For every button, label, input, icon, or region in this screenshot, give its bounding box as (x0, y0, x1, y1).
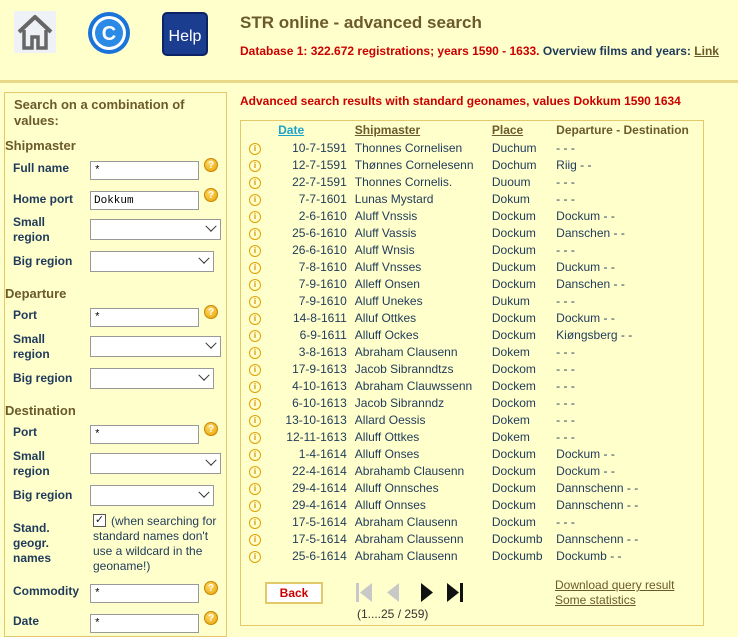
info-icon[interactable]: i (249, 398, 261, 410)
row-place: Dockum (491, 463, 536, 478)
commodity-help-icon[interactable]: ? (204, 581, 218, 595)
row-date: 10-7-1591 (292, 140, 347, 155)
row-shipmaster: Abraham Claussenn (354, 531, 464, 546)
info-icon[interactable]: i (249, 313, 261, 325)
row-shipmaster: Allard Oessis (354, 412, 426, 427)
row-date: 22-7-1591 (292, 174, 347, 189)
row-place: Dockum (491, 446, 536, 461)
info-icon[interactable]: i (249, 483, 261, 495)
row-date: 13-10-1613 (285, 412, 347, 427)
row-shipmaster: Aluff Vnssis (354, 208, 418, 223)
home-port-label: Home port (13, 192, 73, 206)
departure-small-region-select[interactable] (90, 336, 221, 357)
row-shipmaster: Aluff Unekes (354, 293, 423, 308)
info-cell (243, 292, 278, 309)
info-icon[interactable]: i (249, 364, 261, 376)
row-shipmaster: Lunas Mystard (354, 191, 434, 206)
info-icon[interactable]: i (249, 415, 261, 427)
chevron-down-icon (205, 338, 216, 349)
header-divider (0, 80, 738, 83)
info-icon[interactable]: i (249, 143, 261, 155)
overview-label: Overview films and years: (542, 44, 691, 58)
info-cell (243, 173, 278, 190)
row-place: Dockum (491, 242, 536, 257)
row-date: 7-9-1610 (298, 276, 347, 291)
info-icon[interactable]: i (249, 160, 261, 172)
table-row (243, 241, 703, 258)
info-cell (243, 547, 278, 564)
info-cell (243, 462, 278, 479)
row-destination: - - - (556, 140, 575, 155)
info-cell (243, 428, 278, 445)
search-panel (4, 92, 227, 637)
row-place: Duoum (491, 174, 531, 189)
row-shipmaster: Aluff Vnsses (354, 259, 422, 274)
table-header-row (243, 121, 703, 139)
info-icon[interactable]: i (249, 551, 261, 563)
row-place: Dockumb (491, 531, 543, 546)
back-button[interactable]: Back (265, 582, 323, 604)
row-date: 12-7-1591 (292, 157, 347, 172)
info-icon[interactable]: i (249, 279, 261, 291)
help-label: Help (168, 28, 202, 45)
row-date: 6-10-1613 (292, 395, 347, 410)
departure-small-region-label: Small region (13, 332, 50, 361)
departure-port-input[interactable] (90, 308, 199, 327)
ship-small-region-label: Small region (13, 215, 50, 244)
table-row (243, 479, 703, 496)
row-destination: - - - (556, 412, 575, 427)
destination-big-region-label: Big region (13, 488, 73, 502)
download-query-link[interactable]: Download query result (555, 578, 675, 592)
row-destination: Danschen - - (556, 225, 625, 240)
row-place: Dockum (491, 208, 536, 223)
page-info: (1....25 / 259) (357, 607, 429, 621)
info-cell (243, 496, 278, 513)
ship-small-region-select[interactable] (90, 219, 221, 240)
overview-link[interactable]: Link (694, 44, 719, 58)
row-place: Dockum (491, 225, 536, 240)
info-cell (243, 513, 278, 530)
row-date: 2-6-1610 (298, 208, 347, 223)
info-cell (243, 224, 278, 241)
info-cell (243, 207, 278, 224)
info-icon[interactable]: i (249, 534, 261, 546)
row-shipmaster: Aluff Wnsis (354, 242, 415, 257)
info-cell (243, 139, 278, 156)
departure-big-region-label: Big region (13, 371, 73, 385)
info-cell (243, 530, 278, 547)
row-date: 26-6-1610 (292, 242, 347, 257)
row-date: 14-8-1611 (292, 310, 347, 325)
table-row (243, 190, 703, 207)
row-date: 12-11-1613 (286, 429, 347, 444)
row-place: Duchum (491, 140, 537, 155)
row-destination: - - - (556, 191, 575, 206)
row-shipmaster: Alluff Onses (354, 446, 420, 461)
row-destination: Dannschenn - - (556, 531, 639, 546)
table-row (243, 292, 703, 309)
info-cell (243, 377, 278, 394)
departure-port-help-icon[interactable]: ? (204, 305, 218, 319)
row-date: 7-9-1610 (298, 293, 347, 308)
row-shipmaster: Abraham Clausenn (354, 344, 458, 359)
row-shipmaster: Aluff Vassis (354, 225, 417, 240)
table-row (243, 377, 703, 394)
commodity-input[interactable] (90, 584, 199, 603)
search-heading: Search on a combination of values: (14, 97, 185, 128)
row-date: 25-6-1610 (292, 225, 347, 240)
shipmaster-section-title: Shipmaster (5, 138, 76, 153)
info-icon[interactable]: i (249, 245, 261, 257)
row-destination: Duckum - - (556, 259, 615, 274)
info-icon[interactable]: i (249, 500, 261, 512)
destination-port-label: Port (13, 425, 37, 439)
row-place: Dokem (491, 344, 530, 359)
row-shipmaster: Abrahamb Clausenn (354, 463, 465, 478)
row-date: 29-4-1614 (292, 480, 347, 495)
table-row (243, 309, 703, 326)
top-header (0, 0, 738, 78)
info-icon[interactable]: i (249, 228, 261, 240)
info-cell (243, 309, 278, 326)
info-cell (243, 394, 278, 411)
row-shipmaster: Alluff Onnses (354, 497, 426, 512)
row-shipmaster: Abraham Clauwssenn (354, 378, 473, 393)
info-cell (243, 343, 278, 360)
row-place: Dochum (491, 157, 537, 172)
statistics-link[interactable]: Some statistics (555, 593, 636, 607)
row-place: Dokem (491, 412, 530, 427)
database-info (240, 44, 719, 58)
page-title: STR online - advanced search (240, 13, 482, 32)
place-column-header[interactable]: Place (491, 123, 524, 137)
row-date: 17-5-1614 (292, 531, 347, 546)
row-place: Dukum (491, 293, 530, 308)
row-place: Dockom (491, 395, 536, 410)
chevron-down-icon (198, 487, 209, 498)
home-port-input[interactable] (90, 191, 199, 210)
destination-small-region-label: Small region (13, 449, 50, 478)
chevron-down-icon (198, 253, 209, 264)
database-summary: Database 1: 322.672 registrations; years 1590 - 1633. (240, 44, 540, 58)
row-destination: - - - (556, 378, 575, 393)
home-port-help-icon[interactable]: ? (204, 188, 218, 202)
departure-port-label: Port (13, 308, 37, 322)
date-help-icon[interactable]: ? (204, 611, 218, 625)
table-row (243, 394, 703, 411)
row-destination: Kiøngsberg - - (556, 327, 633, 342)
row-shipmaster: Alluff Ockes (354, 327, 419, 342)
info-icon[interactable]: i (249, 330, 261, 342)
table-row (243, 360, 703, 377)
row-destination: Dannschenn - - (556, 480, 639, 495)
results-heading: Advanced search results with standard geonames, values Dokkum 1590 1634 (240, 94, 681, 108)
table-row (243, 530, 703, 547)
row-date: 25-6-1614 (292, 548, 347, 563)
table-row (243, 326, 703, 343)
table-row (243, 428, 703, 445)
help-button[interactable] (162, 12, 208, 56)
table-row (243, 258, 703, 275)
destination-port-help-icon[interactable]: ? (204, 422, 218, 436)
departure-big-region-select[interactable] (90, 368, 214, 389)
standard-names-label: Stand. geogr. names (13, 521, 52, 565)
svg-text:C: C (101, 23, 117, 45)
info-icon[interactable]: i (249, 517, 261, 529)
row-shipmaster: Thonnes Cornelis. (354, 174, 453, 189)
row-shipmaster: Thønnes Cornelesenn (354, 157, 474, 172)
destination-big-region-select[interactable] (90, 485, 214, 506)
row-place: Dockum (491, 327, 536, 342)
info-cell (243, 411, 278, 428)
home-icon[interactable] (13, 10, 57, 54)
info-cell (243, 479, 278, 496)
info-cell (243, 360, 278, 377)
row-date: 1-4-1614 (298, 446, 347, 461)
table-row (243, 207, 703, 224)
row-destination: - - - (556, 361, 575, 376)
info-icon[interactable]: i (249, 449, 261, 461)
table-row (243, 547, 703, 564)
row-shipmaster: Alluff Ottkes (354, 429, 420, 444)
info-icon[interactable]: i (249, 381, 261, 393)
row-place: Dockem (491, 378, 536, 393)
row-destination: - - - (556, 395, 575, 410)
info-cell (243, 275, 278, 292)
table-row (243, 173, 703, 190)
table-row (243, 411, 703, 428)
row-destination: - - - (556, 514, 575, 529)
row-shipmaster: Abraham Clausenn (354, 514, 458, 529)
table-row (243, 275, 703, 292)
table-row (243, 445, 703, 462)
row-date: 7-8-1610 (298, 259, 347, 274)
row-date: 17-5-1614 (292, 514, 347, 529)
ship-big-region-label: Big region (13, 254, 73, 268)
first-page-icon[interactable] (354, 582, 374, 603)
info-icon[interactable]: i (249, 262, 261, 274)
table-row (243, 513, 703, 530)
row-place: Dockumb (491, 548, 543, 563)
previous-page-icon[interactable] (385, 582, 401, 603)
info-icon[interactable]: i (249, 211, 261, 223)
chevron-down-icon (198, 370, 209, 381)
row-date: 29-4-1614 (292, 497, 347, 512)
row-destination: Dannschenn - - (556, 497, 639, 512)
results-table (243, 121, 703, 564)
row-destination: - - - (556, 174, 575, 189)
next-page-icon[interactable] (419, 582, 435, 603)
destination-column-header: Departure - Destination (556, 123, 689, 137)
info-cell (243, 241, 278, 258)
departure-section-title: Departure (5, 286, 67, 301)
row-shipmaster: Abraham Clausenn (354, 548, 458, 563)
date-input[interactable] (90, 614, 199, 633)
commodity-label: Commodity (13, 584, 79, 598)
ship-big-region-select[interactable] (90, 251, 214, 272)
row-destination: Danschen - - (556, 276, 625, 291)
info-cell (243, 258, 278, 275)
row-destination: - - - (556, 344, 575, 359)
row-shipmaster: Thonnes Cornelisen (354, 140, 463, 155)
row-shipmaster: Jacob Sibranndz (354, 395, 445, 410)
row-place: Dockum (491, 276, 536, 291)
row-date: 4-10-1613 (292, 378, 347, 393)
full-name-input[interactable] (90, 161, 199, 180)
chevron-down-icon (205, 455, 216, 466)
row-destination: Dockum - - (556, 310, 615, 325)
row-place: Dokem (491, 429, 530, 444)
row-shipmaster: Alluff Onnsches (354, 480, 439, 495)
table-row (243, 343, 703, 360)
info-icon[interactable]: i (249, 194, 261, 206)
destination-section-title: Destination (5, 403, 76, 418)
standard-names-note: (when searching for standard names don't use a wildcard in the geoname!) (93, 514, 217, 573)
row-destination: Dockum - - (556, 446, 615, 461)
full-name-label: Full name (13, 161, 70, 175)
row-shipmaster: Alleff Onsen (354, 276, 420, 291)
results-panel (240, 120, 704, 626)
results-body (243, 139, 703, 564)
row-destination: Dockum - - (556, 463, 615, 478)
row-destination: - - - (556, 429, 575, 444)
info-cell (243, 445, 278, 462)
info-icon[interactable]: i (249, 177, 261, 189)
date-label: Date (13, 614, 40, 628)
standard-names-checkbox[interactable]: ✓ (94, 514, 105, 526)
row-date: 3-8-1613 (298, 344, 347, 359)
info-cell (243, 156, 278, 173)
copyright-icon[interactable] (86, 10, 130, 54)
info-cell (243, 326, 278, 343)
row-place: Dockum (491, 310, 536, 325)
row-date: 22-4-1614 (292, 463, 347, 478)
row-place: Duckum (491, 259, 536, 274)
row-place: Dockum (491, 497, 536, 512)
info-icon[interactable]: i (249, 466, 261, 478)
full-name-help-icon[interactable]: ? (204, 158, 218, 172)
row-place: Dockum (491, 514, 536, 529)
info-icon[interactable]: i (249, 296, 261, 308)
last-page-icon[interactable] (445, 582, 465, 603)
table-row (243, 224, 703, 241)
table-row (243, 462, 703, 479)
table-row (243, 139, 703, 156)
date-column-header[interactable]: Date (278, 123, 305, 137)
info-icon[interactable]: i (249, 347, 261, 359)
row-destination: Riig - - (556, 157, 592, 172)
info-icon[interactable]: i (249, 432, 261, 444)
info-column-header (243, 121, 278, 139)
row-destination: Dockumb - - (556, 548, 622, 563)
row-shipmaster: Alluf Ottkes (354, 310, 417, 325)
row-destination: - - - (556, 242, 575, 257)
row-date: 17-9-1613 (292, 361, 347, 376)
chevron-down-icon (205, 221, 216, 232)
row-place: Dockom (491, 361, 536, 376)
table-row (243, 496, 703, 513)
row-shipmaster: Jacob Sibranndtzs (354, 361, 454, 376)
row-place: Dockum (491, 480, 536, 495)
info-cell (243, 190, 278, 207)
row-date: 6-9-1611 (299, 327, 347, 342)
row-destination: - - - (556, 293, 575, 308)
table-row (243, 156, 703, 173)
shipmaster-column-header[interactable]: Shipmaster (354, 123, 421, 137)
row-destination: Dockum - - (556, 208, 615, 223)
row-place: Dokum (491, 191, 530, 206)
destination-port-input[interactable] (90, 425, 199, 444)
destination-small-region-select[interactable] (90, 453, 221, 474)
row-date: 7-7-1601 (298, 191, 347, 206)
